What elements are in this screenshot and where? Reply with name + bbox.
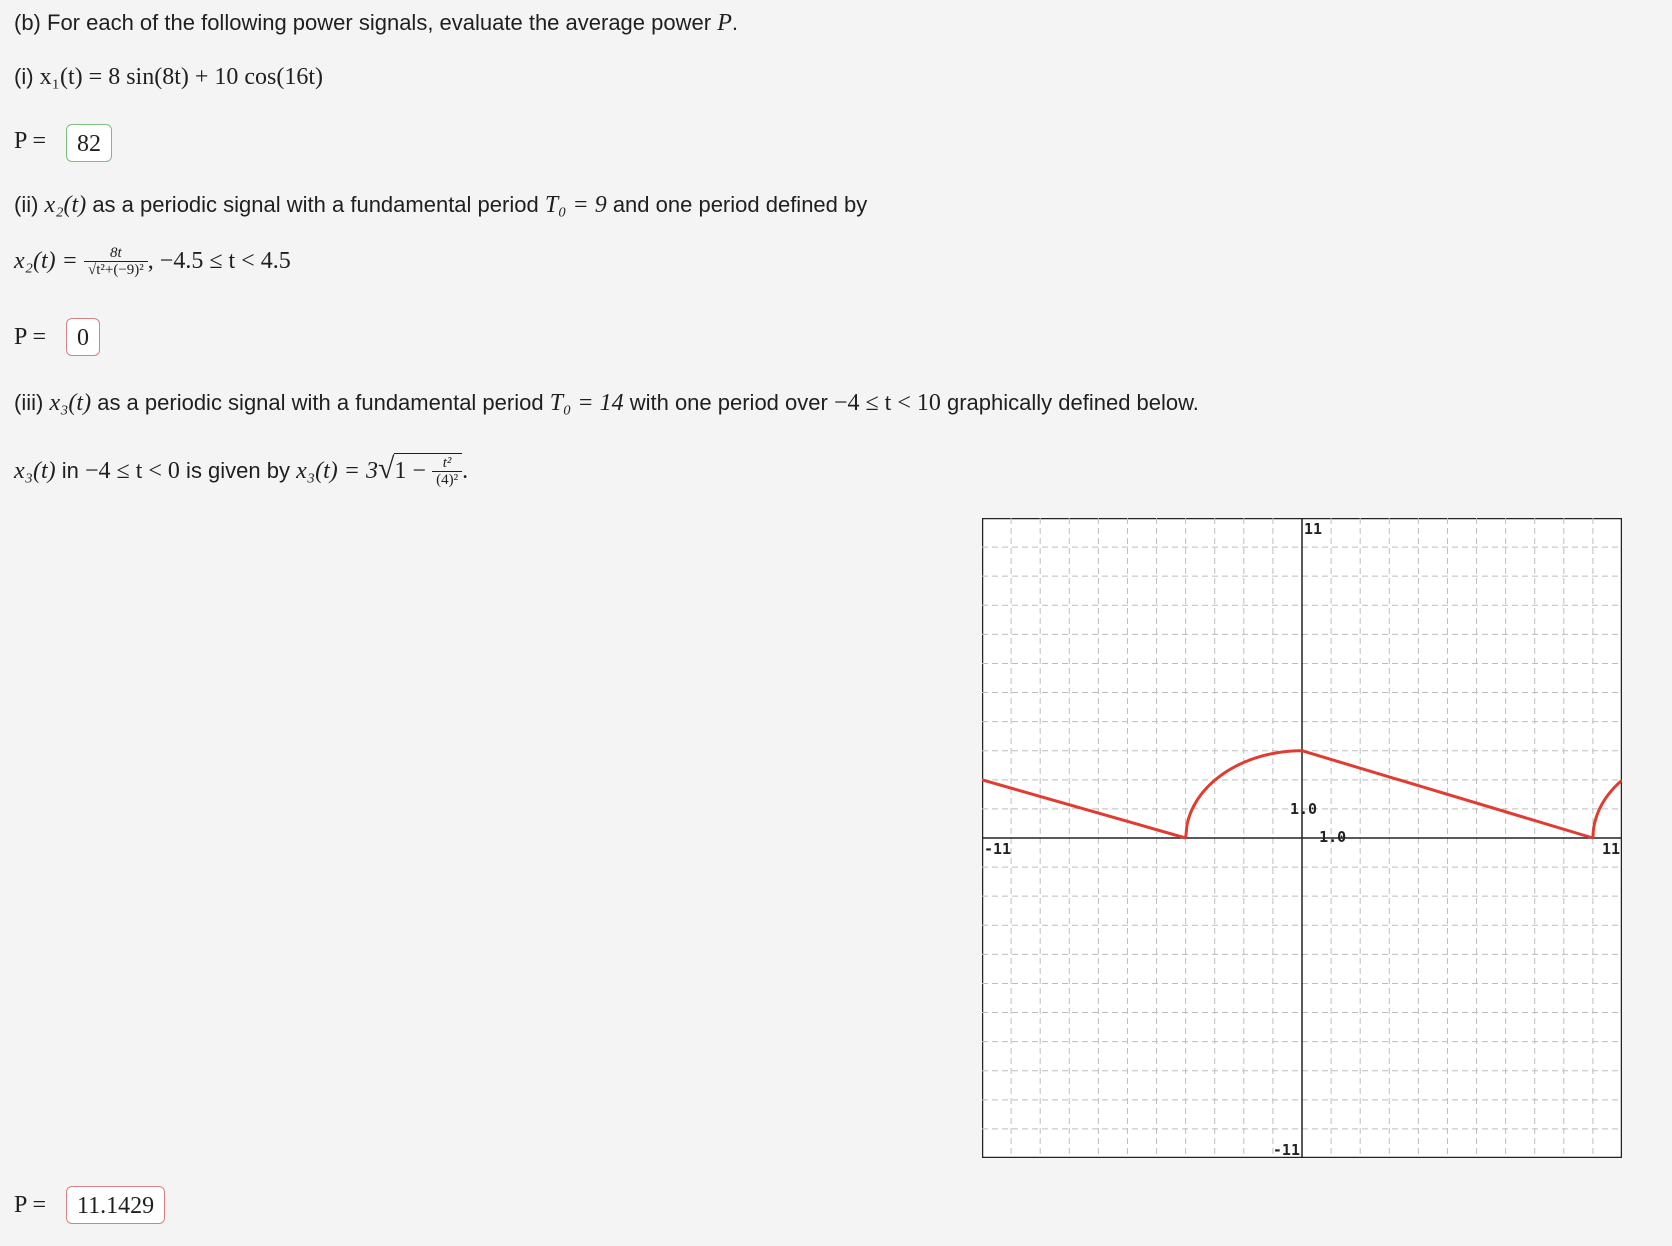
- power-symbol: P: [717, 10, 732, 36]
- part-i-formula: x₁(t) = 8 sin(8t) + 10 cos(16t): [39, 64, 324, 90]
- part-ii-answer-field[interactable]: 0: [66, 318, 100, 356]
- signal-plot: [982, 518, 1622, 1158]
- x-unit-tick-label: 1.0: [1319, 828, 1347, 846]
- part-i-prompt: (i) x₁(t) = 8 sin(8t) + 10 cos(16t): [14, 64, 324, 90]
- sqrt-sign: √: [377, 452, 395, 485]
- part-ii-p-label: P =: [14, 324, 46, 350]
- part-ii-definition: x₂(t) = $\frac{8t}{\text{√t²+(−9)²}}$ , −4.5 ≤ t < 4.5: [14, 245, 291, 278]
- part-i-p-label: P =: [14, 128, 46, 154]
- part-i-answer-field[interactable]: 82: [66, 124, 112, 162]
- x-min-tick-label: -11: [984, 840, 1012, 858]
- y-max-tick-label: 11: [1304, 520, 1323, 538]
- sqrt-body: 1 − $\frac{\text{t²}}{\text{(4)²}}$: [394, 453, 462, 488]
- x-max-tick-label: 11: [1601, 840, 1620, 858]
- part-iii-fraction: $\frac{\text{t²}}{\text{(4)²}}$: [432, 456, 462, 488]
- part-iii-definition: x₃(t) in −4 ≤ t < 0 is given by x₃(t) = 3√1 − $\frac{\text{t²}}{\text{(4)²}}$ .: [14, 452, 469, 489]
- part-ii-prompt: (ii) x₂(t) as a periodic signal with a fundamental period T₀ = 9 and one period defined by: [14, 192, 868, 218]
- part-iii-prompt: (iii) x₃(t) as a periodic signal with a fundamental period T₀ = 14 with one period over −4 ≤ t < 10 graphically defined below.: [14, 390, 1199, 416]
- part-iii-p-label: P =: [14, 1192, 46, 1218]
- y-unit-tick-label: 1.0: [1290, 799, 1318, 818]
- part-iii-answer-field[interactable]: 11.1429: [66, 1186, 165, 1224]
- y-min-tick-label: -11: [1272, 1141, 1300, 1158]
- part-ii-fraction: $\frac{8t}{\text{√t²+(−9)²}}$: [84, 246, 148, 278]
- question-header: (b) For each of the following power signals, evaluate the average power P.: [14, 10, 738, 36]
